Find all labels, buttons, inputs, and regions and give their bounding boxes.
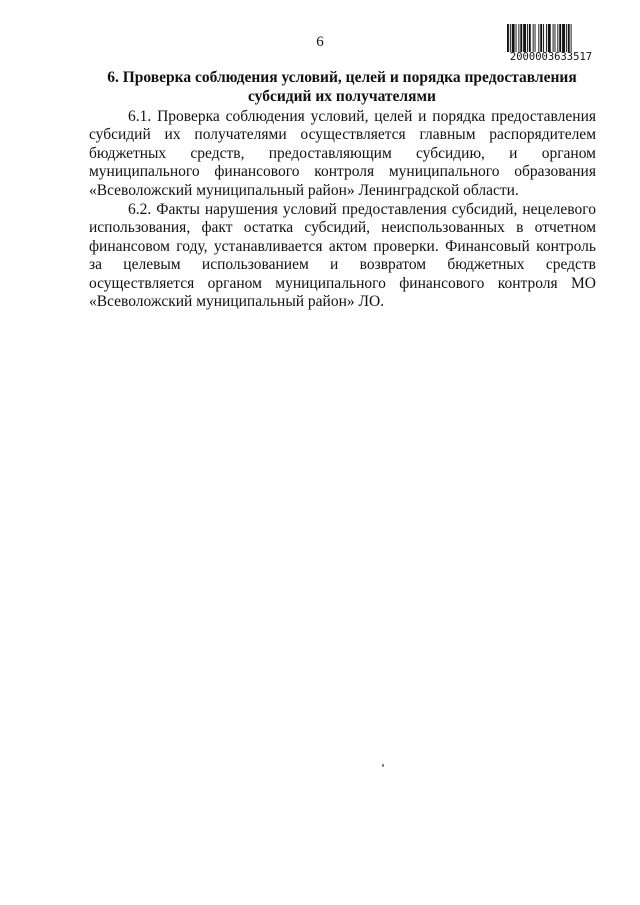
scan-speck [382,764,384,767]
barcode-digits: 2000003633517 [509,51,593,63]
section-heading: 6. Проверка соблюдения условий, целей и порядка предоставления субсидий их получателями [107,69,577,105]
barcode [503,24,599,64]
page-number: 6 [316,34,324,50]
section-body [89,108,596,312]
barcode-bars [507,24,595,52]
paragraph-6-1: 6.1. Проверка соблюдения условий, целей и порядка предоставления субсидий их получателями осуществляется главным распорядителем бюджетных средств, предоставляющим субсидию, и органом муниципального финансового контроля муниципального образования «Всеволожский муниципальный район» Ленинградской области. [89,108,596,199]
paragraph-6-2: 6.2. Факты нарушения условий предоставления субсидий, нецелевого использования, факт остатка субсидий, неиспользованных в отчетном финансовом году, устанавливается актом проверки. Финансовый контроль за целевым использованием и возвратом бюджетных средств осуществляется органом муниципального финансового контроля МО «Всеволожский муниципальный район» ЛО. [89,201,596,311]
